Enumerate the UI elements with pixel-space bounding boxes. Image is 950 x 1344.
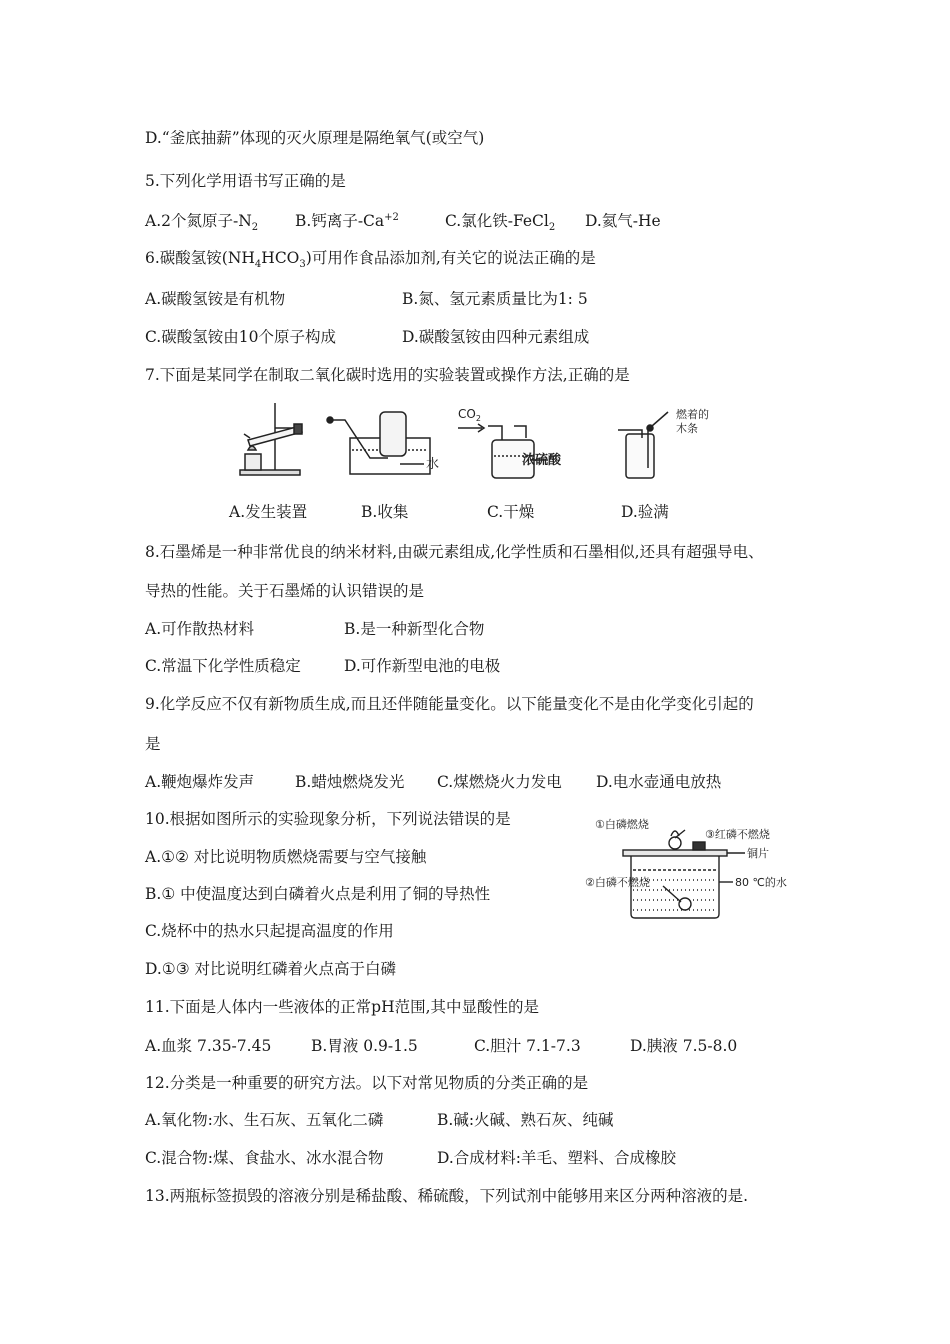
q7-stem: 7.下面是某同学在制取二氧化碳时选用的实验装置或操作方法,正确的是	[145, 366, 630, 384]
acid-label: 浓硫酸	[522, 453, 562, 468]
q10-option-b: B.① 中使温度达到白磷着火点是利用了铜的导热性	[145, 885, 491, 903]
q11-option-b: B.胃液 0.9-1.5	[311, 1037, 418, 1055]
q7-option-a: A.发生装置	[229, 503, 308, 521]
q12-option-c: C.混合物:煤、食盐水、冰水混合物	[145, 1149, 384, 1167]
white-p-not-burning-label: ②白磷不燃烧	[585, 876, 650, 889]
q7-option-d: D.验满	[621, 503, 669, 521]
q9-stem-line2: 是	[145, 735, 161, 753]
q7-option-c: C.干燥	[487, 503, 535, 521]
red-p-label: ③红磷不燃烧	[705, 828, 770, 841]
q10-stem: 10.根据如图所示的实验现象分析，下列说法错误的是	[145, 810, 511, 828]
co2-label: $CO_2$	[458, 407, 481, 423]
verify-full-drawing	[618, 412, 668, 478]
q12-stem: 12.分类是一种重要的研究方法。以下对常见物质的分类正确的是	[145, 1074, 589, 1092]
stick-label-2: 木条	[676, 422, 698, 435]
q10-option-d: D.①③ 对比说明红磷着火点高于白磷	[145, 960, 397, 978]
q11-option-a: A.血浆 7.35-7.45	[145, 1037, 272, 1055]
q13-stem: 13.两瓶标签损毁的溶液分别是稀盐酸、稀硫酸，下列试剂中能够用来区分两种溶液的是.	[145, 1187, 749, 1205]
q10-phosphorus-figure	[585, 816, 805, 921]
q8-stem-line1: 8.石墨烯是一种非常优良的纳米材料,由碳元素组成,化学性质和石墨相似,还具有超强导电、	[145, 543, 764, 561]
q9-option-d: D.电水壶通电放热	[596, 773, 722, 791]
q10-option-c: C.烧杯中的热水只起提高温度的作用	[145, 922, 394, 940]
q5-stem: 5.下列化学用语书写正确的是	[145, 172, 346, 190]
q6-option-d: D.碳酸氢铵由四种元素组成	[402, 328, 590, 346]
q11-stem: 11.下面是人体内一些液体的正常pH范围,其中显酸性的是	[145, 998, 540, 1016]
q5-option-a: A.2个氮原子$-N_2$	[145, 212, 259, 234]
stick-label-1: 燃着的	[676, 408, 709, 421]
q9-option-c: C.煤燃烧火力发电	[437, 773, 562, 791]
white-p-burning-label: ①白磷燃烧	[595, 818, 649, 831]
q9-stem-line1: 9.化学反应不仅有新物质生成,而且还伴随能量变化。以下能量变化不是由化学变化引起的	[145, 695, 754, 713]
q6-option-b: B.氮、氢元素质量比为1: 5	[402, 290, 588, 308]
drying-bottle-drawing	[458, 424, 548, 478]
q9-option-a: A.鞭炮爆炸发声	[145, 773, 255, 791]
q7-option-b: B.收集	[361, 503, 409, 521]
q5-option-d: D.氦气-He	[585, 212, 661, 230]
q8-option-c: C.常温下化学性质稳定	[145, 657, 301, 675]
q8-option-b: B.是一种新型化合物	[344, 620, 485, 638]
q6-stem: 6.碳酸氢铵$(NH_4HCO_3)$可用作食品添加剂,有关它的说法正确的是	[145, 249, 596, 271]
water-label: 水	[426, 457, 440, 472]
q7-apparatus-figure	[230, 398, 730, 483]
q12-option-d: D.合成材料:羊毛、塑料、合成橡胶	[437, 1149, 677, 1167]
q11-option-d: D.胰液 7.5-8.0	[630, 1037, 738, 1055]
q8-stem-line2: 导热的性能。关于石墨烯的认识错误的是	[145, 582, 425, 600]
q8-option-d: D.可作新型电池的电极	[344, 657, 501, 675]
q12-option-a: A.氧化物:水、生石灰、五氧化二磷	[145, 1111, 384, 1129]
collection-trough-drawing	[327, 412, 430, 474]
q6-option-a: A.碳酸氢铵是有机物	[145, 290, 286, 308]
copper-label: 铜片	[747, 847, 769, 860]
hot-water-label: 80 ℃的水	[735, 876, 787, 889]
q10-option-a: A.①② 对比说明物质燃烧需要与空气接触	[145, 848, 427, 866]
q5-option-b: B.钙离子$-Ca^{+2}$	[295, 211, 399, 230]
q12-option-b: B.碱:火碱、熟石灰、纯碱	[437, 1111, 614, 1129]
q5-option-c: C.氯化铁-FeCl$_2$	[445, 212, 556, 234]
q11-option-c: C.胆汁 7.1-7.3	[474, 1037, 581, 1055]
generation-apparatus-drawing	[240, 403, 302, 475]
q4-option-d: D.“釜底抽薪”体现的灭火原理是隔绝氧气(或空气)	[145, 129, 485, 147]
q8-option-a: A.可作散热材料	[145, 620, 255, 638]
q9-option-b: B.蜡烛燃烧发光	[295, 773, 405, 791]
q6-option-c: C.碳酸氢铵由10个原子构成	[145, 328, 336, 346]
